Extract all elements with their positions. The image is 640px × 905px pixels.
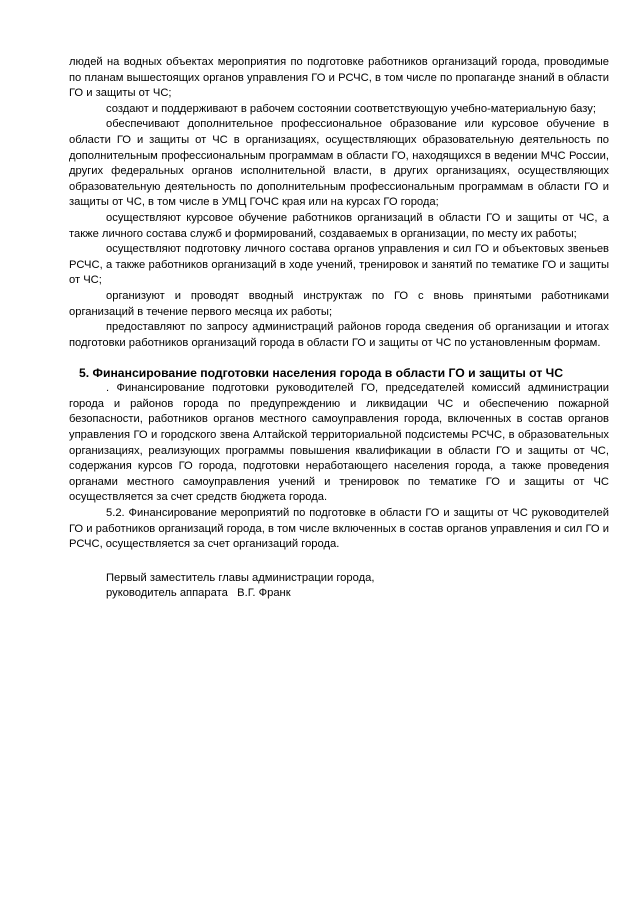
paragraph-reporting: предоставляют по запросу администраций районов города сведения об организации и итогах подготовки работников организаций города в области ГО и защиты от ЧС по установленным формам. xyxy=(69,321,609,349)
paragraph-learning-base: создают и поддерживают в рабочем состоянии соответствующую учебно-материальную базу; xyxy=(106,102,596,115)
signature-line-1: Первый заместитель главы администрации города, xyxy=(106,571,375,584)
paragraph-personnel-training: осуществляют подготовку личного состава органов управления и сил ГО и объектовых звеньев РСЧС, а также работников организаций в ходе учений, тренировок и занятий по тематике ГО и защиты от ЧС; xyxy=(69,243,609,287)
paragraph-additional-education: обеспечивают дополнительное профессиональное образование или курсовое обучение в области ГО и защиты от ЧС в организациях, осуществляющих образовательную деятельность по дополнительным профессиональным программам в области ГО, находящихся в ведении МЧС России, других федеральных органов исполнительной власти, в других организациях, осуществляющих образовательную деятельность по дополнительным профессиональным программам в области ГО и защиты от ЧС, в том числе в УМЦ ГОЧС края или на курсах ГО города; xyxy=(69,118,609,209)
signature-line-2: руководитель аппарата В.Г. Франк xyxy=(106,587,291,600)
signature-block xyxy=(106,571,609,602)
paragraph-continuation: людей на водных объектах мероприятия по подготовке работников организаций города, проводимые по планам вышестоящих органов управления ГО и РСЧС, в том числе по пропаганде знаний в области ГО и защиты от ЧС; xyxy=(69,56,609,100)
section-5-heading: 5. Финансирование подготовки населения города в области ГО и защиты от ЧС xyxy=(79,366,564,381)
paragraph-introductory-briefing: организуют и проводят вводный инструктаж по ГО с вновь принятыми работниками организаций в течение первого месяца их работы; xyxy=(69,289,609,318)
section-5-paragraph-2: 5.2. Финансирование мероприятий по подготовке в области ГО и защиты от ЧС руководителей ГО и работников организаций города, в том числе включенных в состав органов управления и сил ГО и РСЧС, осуществляется за счет организаций города. xyxy=(69,507,609,551)
paragraph-course-training: осуществляют курсовое обучение работников организаций в области ГО и защиты от ЧС, а также личного состава служб и формирований, создаваемых в организации, по месту их работы; xyxy=(69,211,609,240)
document-page xyxy=(69,55,609,602)
section-5-paragraph-1: . Финансирование подготовки руководителей ГО, председателей комиссий администрации города и районов города по предупреждению и ликвидации ЧС и обеспечению пожарной безопасности, работников органов местного самоуправления города, включенных в состав органов управления ГО и городского звена Алтайской территориальной подсистемы РСЧС, в образовательных организациях, реализующих программы повышения квалификации в области ГО и защиты от ЧС, содержания курсов ГО города, подготовки неработающего населения города, а также проведения органами местного самоуправления учений и тренировок по тематике ГО и защиты от ЧС осуществляется за счет средств бюджета города. xyxy=(69,382,609,504)
